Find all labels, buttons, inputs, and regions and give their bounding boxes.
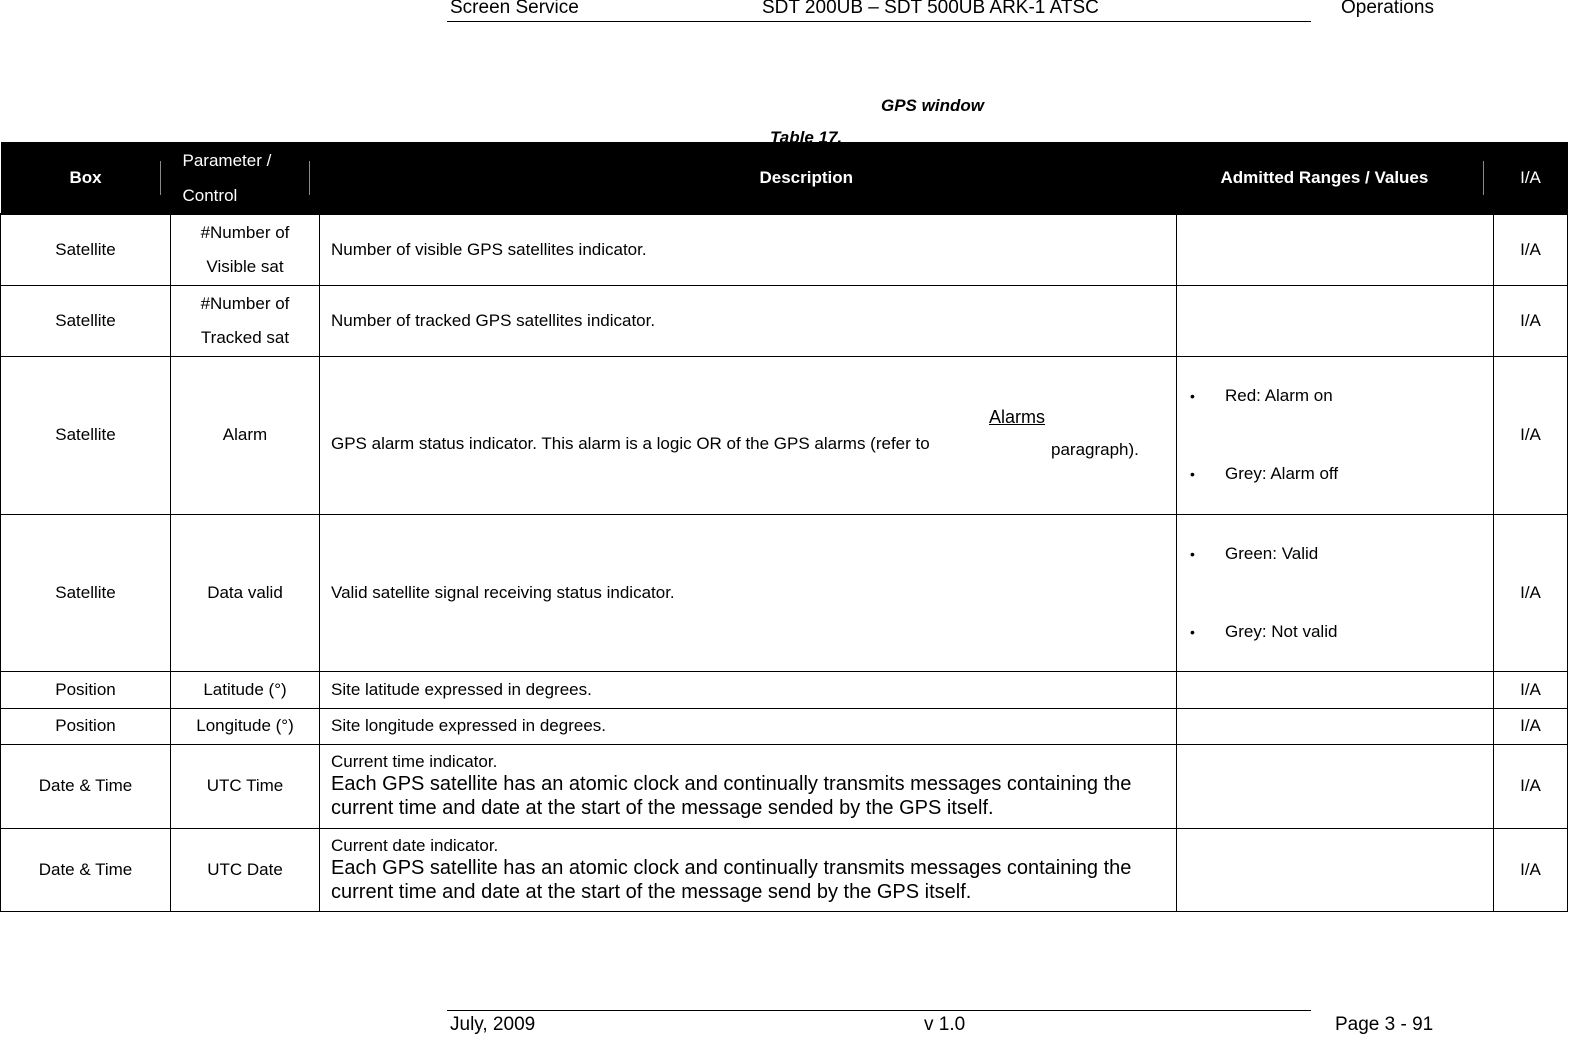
table-header-row xyxy=(1,142,1568,214)
cell-values xyxy=(1177,828,1494,911)
cell-param-line1: #Number of xyxy=(200,293,290,313)
cell-box: Satellite xyxy=(1,356,171,514)
cell-box: Position xyxy=(1,671,171,708)
footer-page: Page 3 - 91 xyxy=(1335,1014,1434,1035)
cell-ia: I/A xyxy=(1494,828,1568,911)
cell-box: Satellite xyxy=(1,285,171,356)
cell-param: UTC Date xyxy=(171,828,320,911)
cell-ia: I/A xyxy=(1494,744,1568,828)
cell-box: Date & Time xyxy=(1,828,171,911)
cell-param: Latitude (°) xyxy=(171,671,320,708)
cell-description: Number of tracked GPS satellites indicator. xyxy=(320,285,1177,356)
cell-values xyxy=(1177,744,1494,828)
cell-box: Date & Time xyxy=(1,744,171,828)
column-header-ia-label: I/A xyxy=(1520,167,1541,187)
cell-param-line2: Visible sat xyxy=(206,256,284,276)
list-item: • Red: Alarm on xyxy=(1190,357,1493,435)
table-row xyxy=(1,285,1568,356)
table-row xyxy=(1,356,1568,514)
cell-values xyxy=(1177,671,1494,708)
cell-ia: I/A xyxy=(1494,671,1568,708)
column-header-description-label: Description xyxy=(759,167,854,187)
column-header-box: Box xyxy=(1,142,171,214)
footer-date: July, 2009 xyxy=(450,1014,536,1035)
cell-ia: I/A xyxy=(1494,214,1568,285)
footer-rule xyxy=(447,1010,1311,1011)
cell-values xyxy=(1177,356,1494,514)
table-row xyxy=(1,514,1568,671)
cell-box: Satellite xyxy=(1,514,171,671)
table-row xyxy=(1,744,1568,828)
cell-box: Satellite xyxy=(1,214,171,285)
column-header-values: Admitted Ranges / Values xyxy=(1177,142,1494,214)
cell-param: Alarm xyxy=(171,356,320,514)
description-end-text: paragraph). xyxy=(1051,440,1139,459)
cell-description: Site longitude expressed in degrees. xyxy=(320,708,1177,744)
cell-values xyxy=(1177,708,1494,744)
cell-ia: I/A xyxy=(1494,708,1568,744)
cell-description: GPS alarm status indicator. This alarm is a logic OR of the GPS alarms (refer to xyxy=(320,356,1177,514)
column-header-parameter-line2: Control xyxy=(182,185,238,205)
cell-param: Longitude (°) xyxy=(171,708,320,744)
table-row xyxy=(1,214,1568,285)
cell-description-line1: Current date indicator. xyxy=(331,835,499,855)
table-caption: Table 17. xyxy=(770,128,843,142)
cell-description-line2: Each GPS satellite has an atomic clock and continually transmits messages containing the current time and date at the start of the message sended by the GPS itself. xyxy=(331,773,1132,819)
cell-description: Site latitude expressed in degrees. xyxy=(320,671,1177,708)
list-item: • Grey: Alarm off xyxy=(1190,435,1493,513)
cell-description: Valid satellite signal receiving status indicator. xyxy=(320,514,1177,671)
cell-ia: I/A xyxy=(1494,356,1568,514)
cell-param-line1: #Number of xyxy=(200,222,290,242)
cell-param-line2: Tracked sat xyxy=(200,327,290,347)
column-header-description xyxy=(320,142,1177,214)
column-header-parameter-line1: Parameter / xyxy=(182,150,272,170)
window-caption: GPS window xyxy=(881,96,984,115)
cell-box: Position xyxy=(1,708,171,744)
header-center: SDT 200UB – SDT 500UB ARK-1 ATSC xyxy=(762,0,1099,18)
header-left: Screen Service xyxy=(450,0,579,18)
cell-values xyxy=(1177,514,1494,671)
header-rule xyxy=(447,21,1311,22)
cell-ia: I/A xyxy=(1494,514,1568,671)
cell-values xyxy=(1177,214,1494,285)
cell-param: UTC Time xyxy=(171,744,320,828)
cell-param xyxy=(171,285,320,356)
cell-description-line2: Each GPS satellite has an atomic clock and continually transmits messages containing the current time and date at the start of the message send by the GPS itself. xyxy=(331,856,1132,903)
cell-description xyxy=(320,744,1177,828)
cell-description: Number of visible GPS satellites indicator. xyxy=(320,214,1177,285)
column-header-ia xyxy=(1494,142,1568,214)
header-right: Operations xyxy=(1341,0,1434,18)
footer-version: v 1.0 xyxy=(924,1014,966,1035)
cell-values xyxy=(1177,285,1494,356)
cell-param xyxy=(171,214,320,285)
table-row xyxy=(1,708,1568,744)
list-item: • Grey: Not valid xyxy=(1190,593,1493,671)
cell-param: Data valid xyxy=(171,514,320,671)
values-list xyxy=(1177,515,1493,671)
column-header-parameter xyxy=(171,142,320,214)
gps-window-table xyxy=(0,142,1568,912)
alarms-link[interactable]: Alarms xyxy=(989,407,1046,427)
table-row xyxy=(1,671,1568,708)
list-item: • Green: Valid xyxy=(1190,515,1493,593)
table-row xyxy=(1,828,1568,911)
cell-ia: I/A xyxy=(1494,285,1568,356)
cell-description xyxy=(320,828,1177,911)
cell-description-line1: Current time indicator. xyxy=(331,752,498,771)
values-list xyxy=(1177,357,1493,513)
